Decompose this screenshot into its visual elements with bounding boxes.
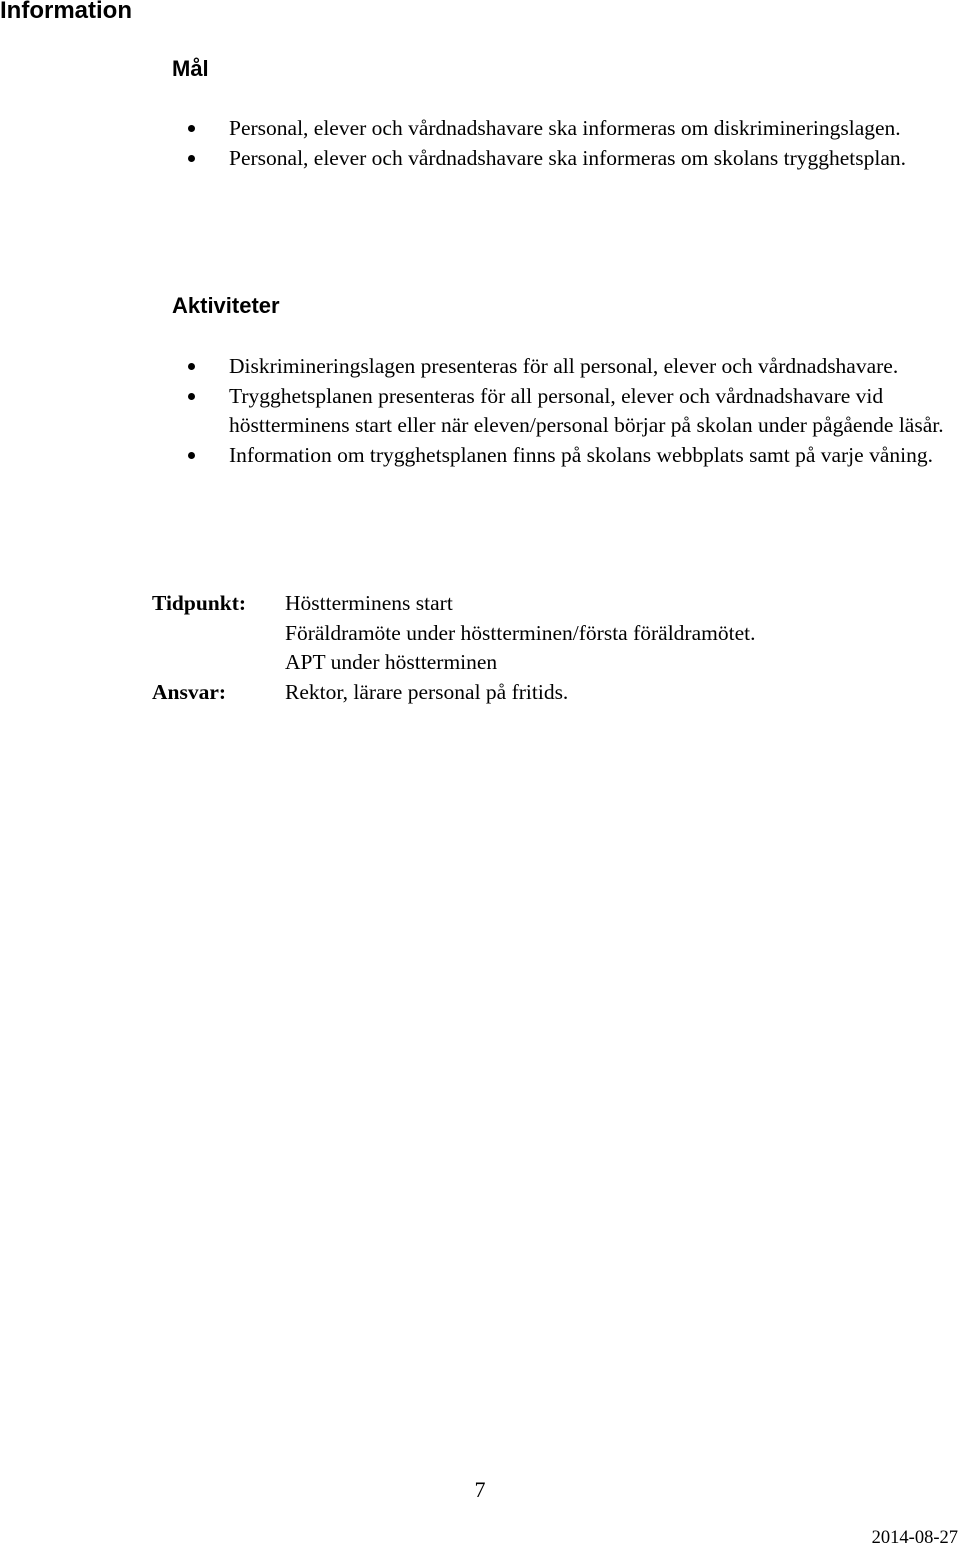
activities-heading: Aktiviteter bbox=[172, 293, 280, 318]
list-item-text: Diskrimineringslagen presenteras för all personal, elever och vårdnadshavare. bbox=[229, 354, 899, 378]
bullet-icon bbox=[188, 125, 195, 132]
responsible-label: Ansvar: bbox=[152, 679, 227, 704]
timing-value: APT under höstterminen bbox=[285, 650, 498, 674]
timing-value: Höstterminens start bbox=[285, 591, 453, 615]
list-item bbox=[229, 352, 949, 382]
list-item bbox=[229, 144, 949, 174]
table-row bbox=[152, 648, 755, 678]
goals-list bbox=[229, 114, 949, 173]
table-row bbox=[152, 619, 755, 649]
list-item-text: Trygghetsplanen presenteras för all personal, elever och vårdnadshavare vid höstterminens start eller när eleven/personal börjar på skolan under pågående läsår. bbox=[229, 383, 944, 437]
page-title: Information bbox=[0, 0, 132, 24]
table-row bbox=[152, 589, 755, 619]
footer-date: 2014-08-27 bbox=[871, 1528, 958, 1548]
responsible-value: Rektor, lärare personal på fritids. bbox=[285, 679, 569, 704]
bullet-icon bbox=[188, 155, 195, 162]
timing-responsibility-table bbox=[152, 589, 755, 707]
list-item-text: Information om trygghetsplanen finns på skolans webbplats samt på varje våning. bbox=[229, 442, 933, 467]
activities-list bbox=[229, 352, 949, 470]
table-row bbox=[152, 678, 755, 708]
bullet-icon bbox=[188, 452, 195, 459]
list-item-text: Personal, elever och vårdnadshavare ska informeras om diskrimineringslagen. bbox=[229, 116, 901, 140]
list-item bbox=[229, 114, 949, 144]
timing-label: Tidpunkt: bbox=[152, 591, 247, 615]
bullet-icon bbox=[188, 363, 195, 370]
timing-value: Föräldramöte under höstterminen/första föräldramötet. bbox=[285, 620, 756, 645]
page-number: 7 bbox=[474, 1477, 486, 1502]
goals-heading: Mål bbox=[172, 56, 209, 81]
list-item bbox=[229, 382, 949, 441]
list-item-text: Personal, elever och vårdnadshavare ska informeras om skolans trygghetsplan. bbox=[229, 145, 907, 170]
list-item bbox=[229, 441, 949, 471]
bullet-icon bbox=[188, 393, 195, 400]
